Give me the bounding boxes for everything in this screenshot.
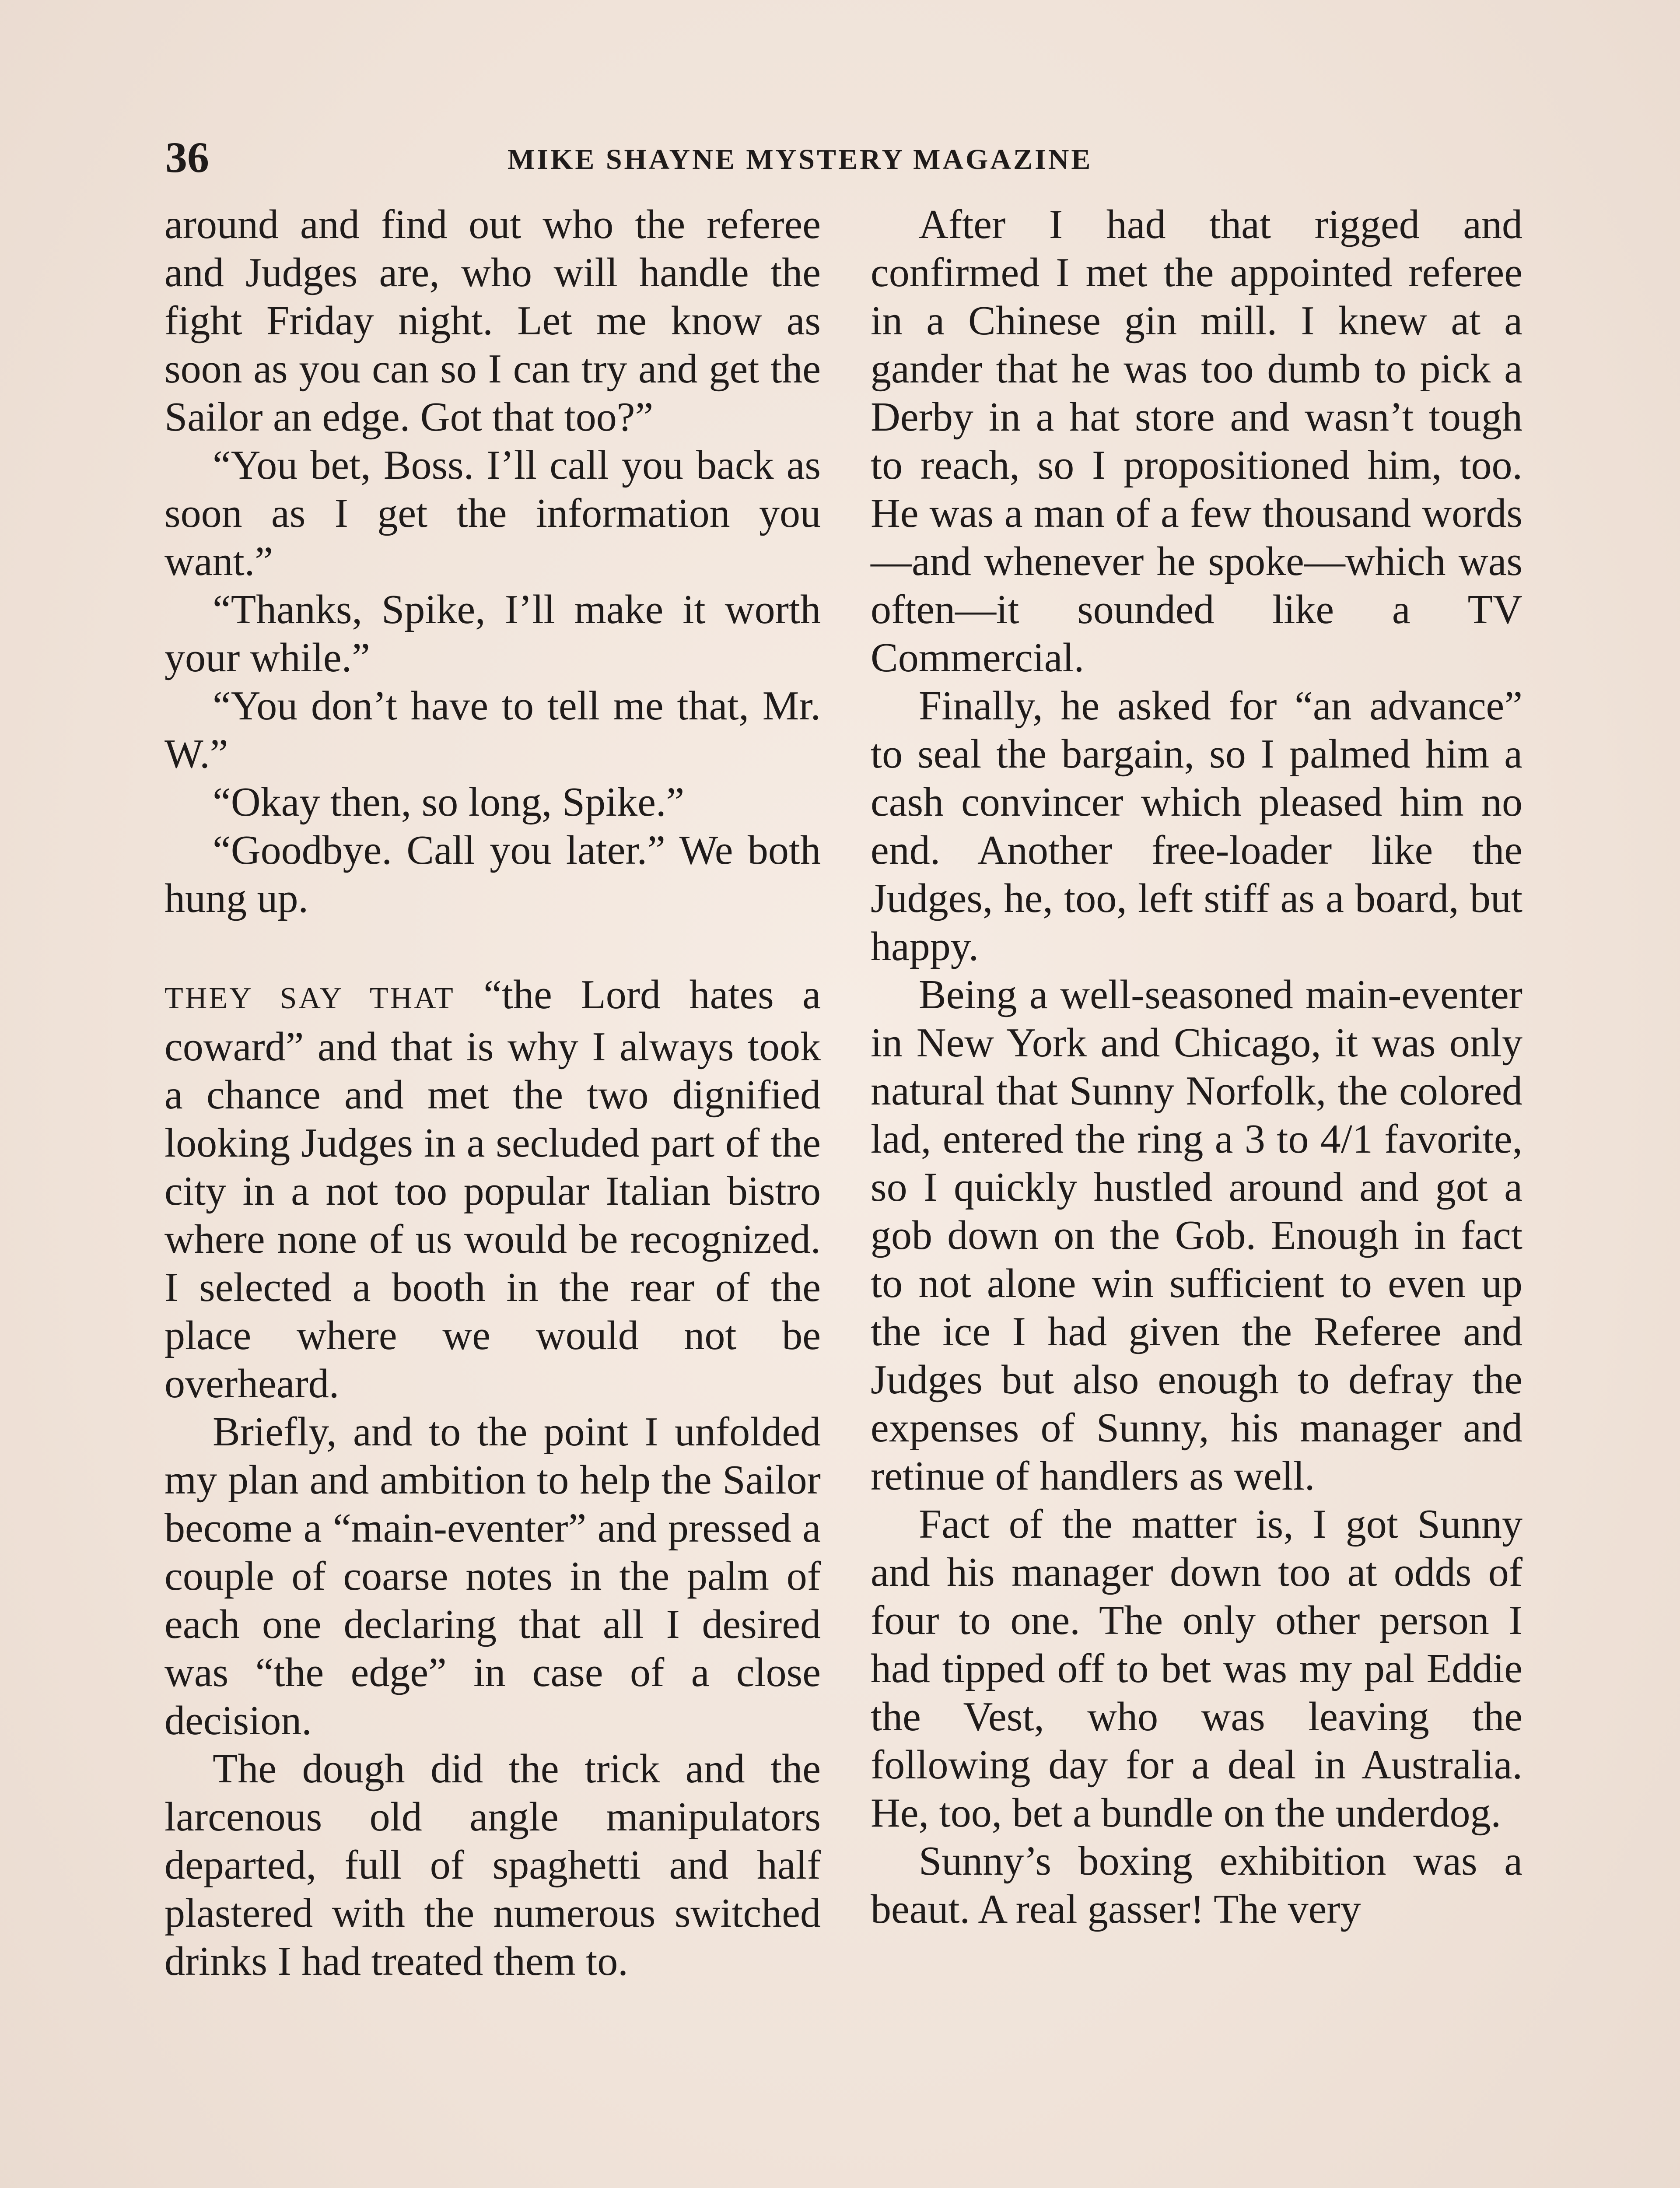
running-head: MIKE SHAYNE MYSTERY MAGAZINE (508, 144, 1093, 175)
paragraph: After I had that rigged and confirmed I met the appointed referee in a Chinese gin mill. I knew at a gander that he was too dumb to pick a Derby in a hat store and wasn’t tough to reach, so I propositioned him, too. He was a man of a few thousand words—and whenever he spoke—which was often—it sounded like a TV Commercial. (871, 202, 1522, 680)
page-number: 36 (165, 133, 209, 182)
paragraph: Briefly, and to the point I unfolded my plan and ambition to help the Sailor become a “main-eventer” and pressed a couple of coarse notes in the palm of each one declaring that all I desired was “the edge” in case of a close decision. (164, 1409, 821, 1743)
paragraph: “Thanks, Spike, I’ll make it worth your while.” (164, 587, 821, 680)
left-column (164, 200, 821, 1985)
paragraph: Sunny’s boxing exhibition was a beaut. A real gasser! The very (871, 1838, 1522, 1932)
paragraph: Being a well-seasoned main-eventer in New York and Chicago, it was only natural that Sunny Norfolk, the colored lad, entered the ring a 3 to 4/1 favorite, so I quickly hustled around and got a gob down on the Gob. Enough in fact to not alone win sufficient to even up the ice I had given the Referee and Judges but also enough to defray the expenses of Sunny, his manager and retinue of handlers as well. (871, 972, 1522, 1499)
small-caps-lead: THEY SAY THAT (164, 982, 455, 1015)
right-column (871, 200, 1522, 1933)
paragraph: around and find out who the referee and Judges are, who will handle the fight Friday night. Let me know as soon as you can so I can try and get the Sailor an edge. Got that too?” (164, 202, 821, 440)
paragraph: Finally, he asked for “an advance” to seal the bargain, so I palmed him a cash convincer which pleased him no end. Another free-loader like the Judges, he, too, left stiff as a board, but happy. (871, 683, 1522, 969)
paragraph: “Okay then, so long, Spike.” (213, 779, 685, 825)
section-paragraph (164, 971, 821, 1408)
paragraph: Fact of the matter is, I got Sunny and his manager down too at odds of four to one. The only other person I had tipped off to bet was my pal Eddie the Vest, who was leaving the following day for a deal in Australia. He, too, bet a bundle on the underdog. (871, 1501, 1522, 1836)
page-header (162, 131, 1531, 184)
paragraph: “You bet, Boss. I’ll call you back as soon as I get the information you want.” (164, 442, 821, 584)
paragraph: “You don’t have to tell me that, Mr. W.” (164, 683, 821, 777)
paragraph: The dough did the trick and the larcenous old angle manipulators departed, full of spaghetti and half plastered with the numerous switched drinks I had treated them to. (164, 1746, 821, 1984)
paragraph-text: “the Lord hates a coward” and that is why I always took a chance and met the two dignified looking Judges in a secluded part of the city in a not too popular Italian bistro where none of us would be recognized. I selected a booth in the rear of the place where we would not be overheard. (164, 972, 821, 1406)
paragraph: “Goodbye. Call you later.” We both hung up. (164, 828, 821, 921)
